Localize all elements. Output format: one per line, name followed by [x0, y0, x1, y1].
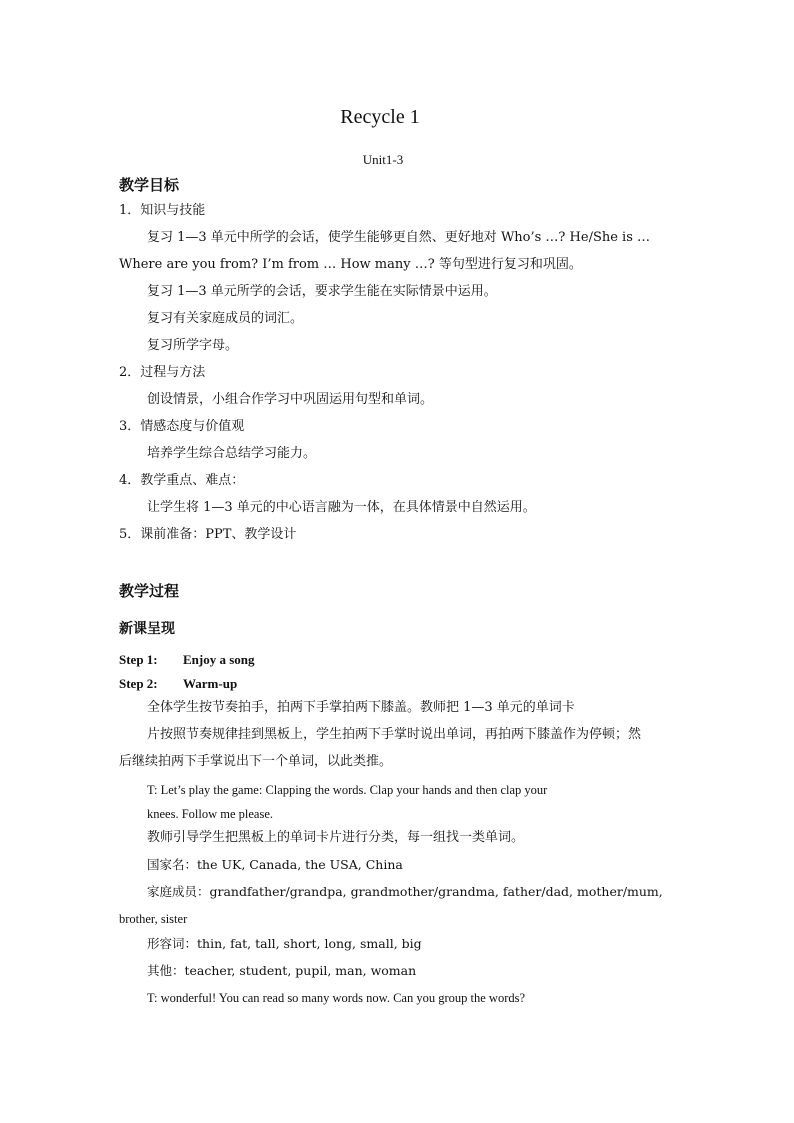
item2-title: 2．过程与方法 [119, 365, 206, 380]
countries-line: 国家名：the UK, Canada, the USA, China [147, 857, 403, 872]
objectives-heading: 教学目标 [119, 176, 180, 194]
item1-paragraph4: 复习所学字母。 [147, 338, 239, 353]
item4-paragraph: 让学生将 1—3 单元的中心语言融为一体，在具体情景中自然运用。 [147, 500, 536, 515]
step1-text: Enjoy a song [183, 652, 255, 667]
document-subtitle: Unit1-3 [362, 152, 404, 167]
item2-paragraph: 创设情景，小组合作学习中巩固运用句型和单词。 [147, 392, 434, 407]
step2-text: Warm-up [183, 676, 238, 691]
item1-paragraph1-line1: 复习 1—3 单元中所学的会话，使学生能够更自然、更好地对 Who’s …? He/She is … [147, 230, 651, 245]
warmup-line1: 全体学生按节奏拍手，拍两下手掌拍两下膝盖。教师把 1—3 单元的单词卡 [147, 700, 575, 715]
step2-label: Step 2: [119, 676, 158, 691]
item4-title: 4．教学重点、难点： [119, 473, 245, 488]
step2 [119, 676, 237, 692]
guide-line: 教师引导学生把黑板上的单词卡片进行分类，每一组找一类单词。 [147, 830, 525, 845]
item1-paragraph2: 复习 1—3 单元所学的会话，要求学生能在实际情景中运用。 [147, 284, 497, 299]
teacher-line1: T: Let’s play the game: Clapping the words. Clap your hands and then clap your [147, 783, 548, 797]
item3-title: 3．情感态度与价值观 [119, 419, 245, 434]
family-line1: 家庭成员：grandfather/grandpa, grandmother/grandma, father/dad, mother/mum, [147, 884, 663, 899]
teacher-line2: knees. Follow me please. [147, 807, 274, 821]
item5-title: 5．课前准备：PPT、教学设计 [119, 527, 297, 542]
document-title: Recycle 1 [340, 106, 420, 128]
teacher-line3: T: wonderful! You can read so many words now. Can you group the words? [147, 991, 526, 1005]
others-line: 其他：teacher, student, pupil, man, woman [147, 963, 417, 978]
adjectives-line: 形容词：thin, fat, tall, short, long, small, big [147, 936, 422, 951]
step1-label: Step 1: [119, 652, 158, 667]
item3-paragraph: 培养学生综合总结学习能力。 [147, 446, 317, 461]
warmup-line2: 片按照节奏规律挂到黑板上，学生拍两下手掌时说出单词，再拍两下膝盖作为停顿；然 [147, 727, 642, 742]
warmup-line3: 后继续拍两下手掌说出下一个单词，以此类推。 [119, 754, 393, 769]
item1-paragraph3: 复习有关家庭成员的词汇。 [147, 311, 304, 326]
step1 [119, 652, 255, 668]
family-line2: brother, sister [119, 912, 188, 926]
new-lesson-heading: 新课呈现 [119, 621, 175, 637]
item1-title: 1．知识与技能 [119, 203, 206, 218]
process-heading: 教学过程 [119, 582, 180, 600]
item1-paragraph1-line2: Where are you from? I’m from … How many …? 等句型进行复习和巩固。 [119, 257, 582, 272]
